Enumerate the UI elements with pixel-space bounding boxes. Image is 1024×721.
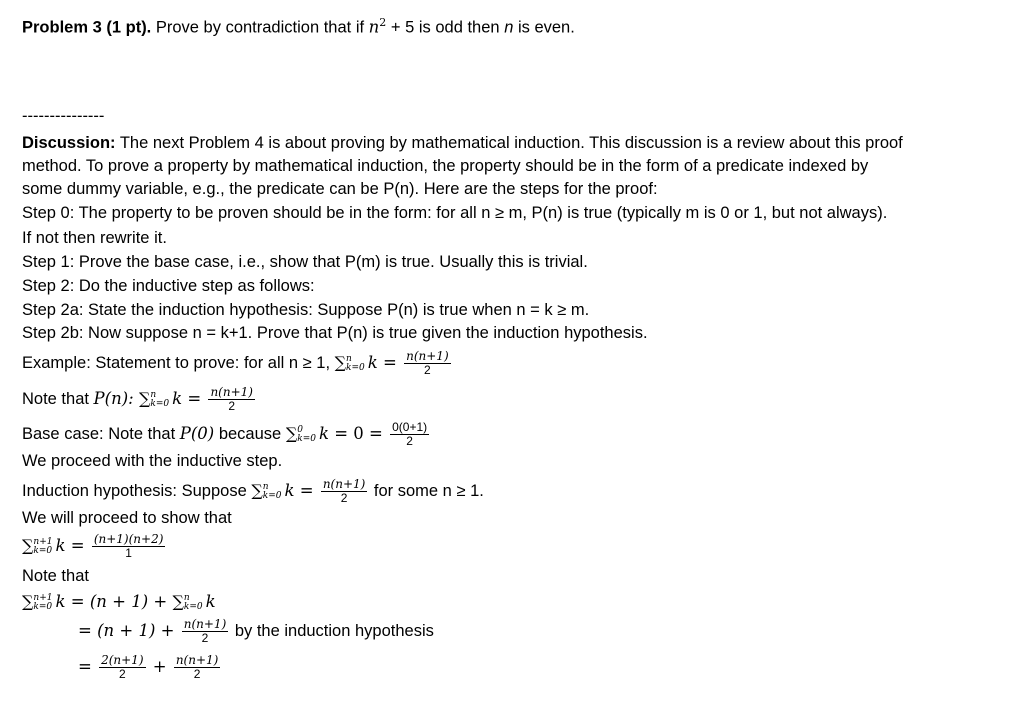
base-case-line <box>22 421 431 448</box>
numerator: 0(0+1) <box>392 420 428 434</box>
numerator: n(n+1) <box>210 385 253 399</box>
denominator: 2 <box>406 434 413 448</box>
equals-2: = <box>363 423 389 443</box>
problem-text-c: is even. <box>513 18 575 37</box>
lower-limit: k=0 <box>346 362 365 373</box>
fraction <box>321 478 368 505</box>
upper-limit: n+1 <box>33 592 53 603</box>
step-2: Step 2: Do the inductive step as follows: <box>22 277 315 295</box>
var-n: n <box>368 17 380 37</box>
derivation-line-2 <box>78 618 434 645</box>
upper-limit: n <box>183 592 190 603</box>
hypothesis-text: Induction hypothesis: Suppose <box>22 481 252 500</box>
fraction <box>182 618 229 645</box>
lower-limit: k=0 <box>297 433 316 444</box>
sum-limits <box>33 538 52 556</box>
note-pn-line <box>22 386 257 413</box>
separator: --------------- <box>22 107 105 125</box>
step-0b: If not then rewrite it. <box>22 229 167 247</box>
example-statement: Example: Statement to prove: for all n ≥ 1, <box>22 353 335 372</box>
by-hypothesis-text: by the induction hypothesis <box>230 621 434 640</box>
n-plus-1: (n + 1) <box>89 592 149 611</box>
sum-limits-2 <box>184 594 203 612</box>
sum-symbol: ∑ <box>138 388 151 408</box>
upper-limit: n <box>262 481 269 492</box>
equals: = <box>328 423 354 443</box>
problem-text-a: Prove by contradiction that if <box>155 18 369 37</box>
discussion-line-2: method. To prove a property by mathematical induction, the property should be in the form of a predicate indexed by <box>22 157 869 175</box>
upper-limit: 0 <box>297 424 303 435</box>
numerator: n(n+1) <box>175 653 219 667</box>
denominator: 2 <box>193 667 201 681</box>
var-k: k <box>284 480 295 500</box>
example-line <box>22 350 453 377</box>
equals: = <box>65 592 90 611</box>
var-k: k <box>367 352 378 372</box>
denominator: 2 <box>118 667 126 681</box>
step-1: Step 1: Prove the base case, i.e., show that P(m) is true. Usually this is trivial. <box>22 253 588 271</box>
denominator: 2 <box>201 631 209 645</box>
hypothesis-line <box>22 478 484 505</box>
var-k: k <box>55 592 66 611</box>
sum-limits <box>263 483 282 501</box>
sum-symbol: ∑ <box>251 480 263 500</box>
pn: P(n): <box>93 388 139 408</box>
sum-limits <box>150 391 169 409</box>
p0: P(0) <box>179 423 215 443</box>
upper-limit: n+1 <box>33 536 53 547</box>
var-k: k <box>318 423 329 443</box>
var-k-2: k <box>205 592 216 611</box>
upper-limit: n <box>150 389 157 400</box>
denominator: 2 <box>424 363 431 377</box>
upper-limit: n <box>346 353 352 364</box>
zero: 0 <box>353 423 364 443</box>
fraction-2 <box>174 654 221 681</box>
sum-limits <box>297 426 316 444</box>
note-text: Note that <box>22 389 94 408</box>
sum-symbol: ∑ <box>285 423 298 443</box>
fraction <box>99 654 145 681</box>
proceed-line: We proceed with the inductive step. <box>22 452 283 470</box>
problem-text-b: + 5 is odd then <box>386 18 505 37</box>
fraction <box>208 386 255 413</box>
fraction <box>390 421 429 448</box>
denominator: 2 <box>340 491 348 505</box>
plus: + <box>155 620 180 640</box>
var-k: k <box>172 388 183 408</box>
discussion-line-3: some dummy variable, e.g., the predicate can be P(n). Here are the steps for the proof: <box>22 180 658 198</box>
step-0: Step 0: The property to be proven should be in the form: for all n ≥ m, P(n) is true (typically m is 0 or 1, but not always). <box>22 204 888 222</box>
lower-limit: k=0 <box>33 545 53 556</box>
denominator: 2 <box>228 399 236 413</box>
numerator: n(n+1) <box>183 617 227 631</box>
sum-limits <box>33 594 52 612</box>
numerator: (n+1)(n+2) <box>93 532 164 546</box>
var-k: k <box>55 535 66 555</box>
derivation-line-1 <box>22 592 216 612</box>
step-2a: Step 2a: State the induction hypothesis: Suppose P(n) is true when n = k ≥ m. <box>22 301 590 319</box>
equals: = <box>294 480 319 500</box>
fraction <box>92 533 166 560</box>
sum-symbol: ∑ <box>334 352 347 372</box>
sum-symbol-2: ∑ <box>172 592 184 611</box>
sum-symbol: ∑ <box>22 535 34 555</box>
lower-limit: k=0 <box>150 398 170 409</box>
fraction <box>404 350 451 377</box>
equals: = <box>182 388 207 408</box>
discussion-text-1: The next Problem 4 is about proving by mathematical induction. This discussion is a review about this proof <box>119 134 903 152</box>
step-2b: Step 2b: Now suppose n = k+1. Prove that P(n) is true given the induction hypothesis. <box>22 324 648 342</box>
numerator: n(n+1) <box>406 349 449 363</box>
equals: = <box>78 656 98 676</box>
lower-limit: k=0 <box>33 601 53 612</box>
show-line: We will proceed to show that <box>22 509 232 527</box>
because-text: because <box>214 424 286 443</box>
for-some-text: for some n ≥ 1. <box>369 481 484 500</box>
discussion-line-1 <box>22 133 903 153</box>
denominator: 1 <box>125 546 132 560</box>
problem-3-line <box>22 13 575 38</box>
problem-label: Problem 3 (1 pt). <box>22 18 152 37</box>
plus: + <box>147 656 172 676</box>
discussion-label: Discussion: <box>22 134 116 152</box>
lower-limit: k=0 <box>183 601 203 612</box>
sum-limits <box>346 355 365 373</box>
var-n-2: n <box>504 18 514 37</box>
exponent: 2 <box>379 16 387 29</box>
numerator: n(n+1) <box>322 477 366 491</box>
equals: = <box>65 535 90 555</box>
base-case-text: Base case: Note that <box>22 424 180 443</box>
numerator: 2(n+1) <box>101 653 144 667</box>
note-line: Note that <box>22 567 89 585</box>
plus: + <box>148 592 173 611</box>
n-plus-1: (n + 1) <box>97 620 156 640</box>
equals: = <box>377 352 403 372</box>
equals: = <box>78 620 98 640</box>
derivation-line-3 <box>78 654 222 681</box>
target-line <box>22 533 167 560</box>
lower-limit: k=0 <box>262 490 282 501</box>
sum-symbol: ∑ <box>22 592 34 611</box>
